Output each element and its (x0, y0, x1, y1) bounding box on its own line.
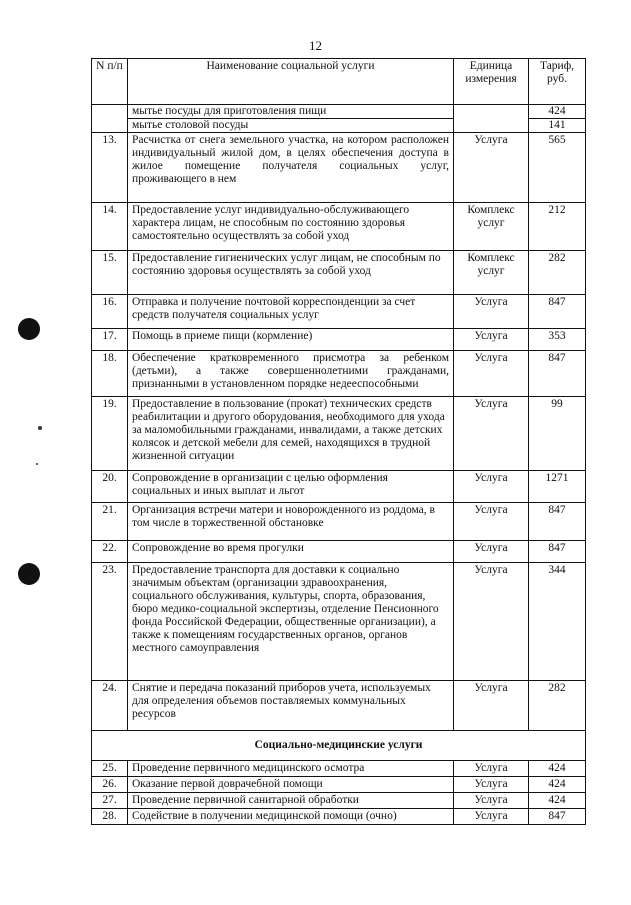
row-tariff: 141 (529, 119, 586, 133)
row-unit: Комплекс услуг (454, 251, 529, 295)
table-row (92, 295, 586, 329)
row-tariff: 424 (529, 777, 586, 793)
row-tariff: 1271 (529, 471, 586, 503)
row-tariff: 353 (529, 329, 586, 351)
row-num: 15. (92, 251, 128, 295)
row-name: Предоставление в пользование (прокат) технических средств реабилитации и другого оборудования, необходимого для ухода за маломобильными гражданами, инвалидами, а также детских колясок и детской мебели для семей, находящихся в трудной жизненной ситуации (128, 397, 454, 471)
row-num: 28. (92, 809, 128, 825)
row-tariff: 847 (529, 541, 586, 563)
row-name: Проведение первичной санитарной обработки (128, 793, 454, 809)
row-tariff: 847 (529, 351, 586, 397)
row-tariff: 424 (529, 793, 586, 809)
row-name: Предоставление транспорта для доставки к социально значимым объектам (организации здравоохранения, социального обслуживания, культуры, спорта, образования, бюро медико-социальной экспертизы, отделение Пенсионного фонда Российской Федерации, общественные организации), а также к помещениям государственных органов, органов местного самоуправления (128, 563, 454, 681)
row-unit: Услуга (454, 563, 529, 681)
row-tariff: 344 (529, 563, 586, 681)
table-row (92, 329, 586, 351)
row-num: 26. (92, 777, 128, 793)
row-name: Сопровождение во время прогулки (128, 541, 454, 563)
row-num: 19. (92, 397, 128, 471)
row-tariff: 424 (529, 761, 586, 777)
row-unit: Услуга (454, 133, 529, 203)
row-name: Снятие и передача показаний приборов учета, используемых для определения объемов поставляемых коммунальных ресурсов (128, 681, 454, 731)
row-name: Организация встречи матери и новорожденного из роддома, в том числе в торжественной обстановке (128, 503, 454, 541)
row-num: 27. (92, 793, 128, 809)
table-row (92, 351, 586, 397)
row-name: Сопровождение в организации с целью оформления социальных и иных выплат и льгот (128, 471, 454, 503)
table-row (92, 777, 586, 793)
table-subrow (92, 105, 586, 119)
page-number: 12 (309, 38, 322, 53)
row-unit: Услуга (454, 295, 529, 329)
section-title: Социально-медицинские услуги (92, 731, 586, 761)
row-tariff: 212 (529, 203, 586, 251)
row-unit: Услуга (454, 541, 529, 563)
table-row (92, 133, 586, 203)
scan-speck (36, 463, 38, 465)
table-row (92, 397, 586, 471)
row-unit: Услуга (454, 471, 529, 503)
table-row (92, 541, 586, 563)
row-unit: Услуга (454, 809, 529, 825)
scan-speck (38, 426, 42, 430)
row-tariff: 847 (529, 503, 586, 541)
table-header-row (92, 59, 586, 105)
header-num: N п/п (92, 59, 128, 105)
header-name: Наименование социальной услуги (128, 59, 454, 105)
table-row (92, 203, 586, 251)
row-num: 25. (92, 761, 128, 777)
row-name: Предоставление услуг индивидуально-обслуживающего характера лицам, не способным по состоянию здоровья самостоятельно осуществлять за собой уход (128, 203, 454, 251)
row-num: 24. (92, 681, 128, 731)
row-unit: Услуга (454, 681, 529, 731)
punch-hole-bottom (18, 563, 40, 585)
table-row (92, 809, 586, 825)
tariff-table (91, 58, 586, 825)
row-num: 18. (92, 351, 128, 397)
row-tariff: 99 (529, 397, 586, 471)
row-num: 20. (92, 471, 128, 503)
section-header-row (92, 731, 586, 761)
row-num: 16. (92, 295, 128, 329)
punch-hole-top (18, 318, 40, 340)
row-unit: Услуга (454, 793, 529, 809)
row-name: Предоставление гигиенических услуг лицам, не способным по состоянию здоровья осуществлять за собой уход (128, 251, 454, 295)
row-tariff: 282 (529, 681, 586, 731)
row-unit: Услуга (454, 329, 529, 351)
row-name: Содействие в получении медицинской помощи (очно) (128, 809, 454, 825)
row-num: 17. (92, 329, 128, 351)
row-unit: Услуга (454, 777, 529, 793)
row-tariff: 565 (529, 133, 586, 203)
table-row (92, 681, 586, 731)
row-unit: Услуга (454, 761, 529, 777)
row-num: 21. (92, 503, 128, 541)
table-row (92, 761, 586, 777)
row-num: 14. (92, 203, 128, 251)
row-name: мытье столовой посуды (128, 119, 454, 133)
row-tariff: 847 (529, 809, 586, 825)
header-unit: Единица измерения (454, 59, 529, 105)
row-name: Расчистка от снега земельного участка, на котором расположен индивидуальный жилой дом, в целях обеспечения доступа в жилое помещение получателя социальных услуг, проживающего в нем (128, 133, 454, 203)
row-name: Обеспечение кратковременного присмотра за ребенком (детьми), а также совершеннолетними гражданами, признанными в установленном порядке недееспособными (128, 351, 454, 397)
table-row (92, 563, 586, 681)
row-num: 22. (92, 541, 128, 563)
row-name: Оказание первой доврачебной помощи (128, 777, 454, 793)
row-name: Помощь в приеме пищи (кормление) (128, 329, 454, 351)
table-row (92, 471, 586, 503)
row-tariff: 847 (529, 295, 586, 329)
row-num: 13. (92, 133, 128, 203)
row-unit: Услуга (454, 503, 529, 541)
row-name: Отправка и получение почтовой корреспонденции за счет средств получателя социальных услуг (128, 295, 454, 329)
table-row (92, 251, 586, 295)
row-unit: Услуга (454, 397, 529, 471)
row-name: Проведение первичного медицинского осмотра (128, 761, 454, 777)
row-unit: Услуга (454, 351, 529, 397)
row-tariff: 424 (529, 105, 586, 119)
header-tariff: Тариф, руб. (529, 59, 586, 105)
row-name: мытье посуды для приготовления пищи (128, 105, 454, 119)
row-num: 23. (92, 563, 128, 681)
row-unit: Комплекс услуг (454, 203, 529, 251)
table-row (92, 793, 586, 809)
table-row (92, 503, 586, 541)
row-tariff: 282 (529, 251, 586, 295)
